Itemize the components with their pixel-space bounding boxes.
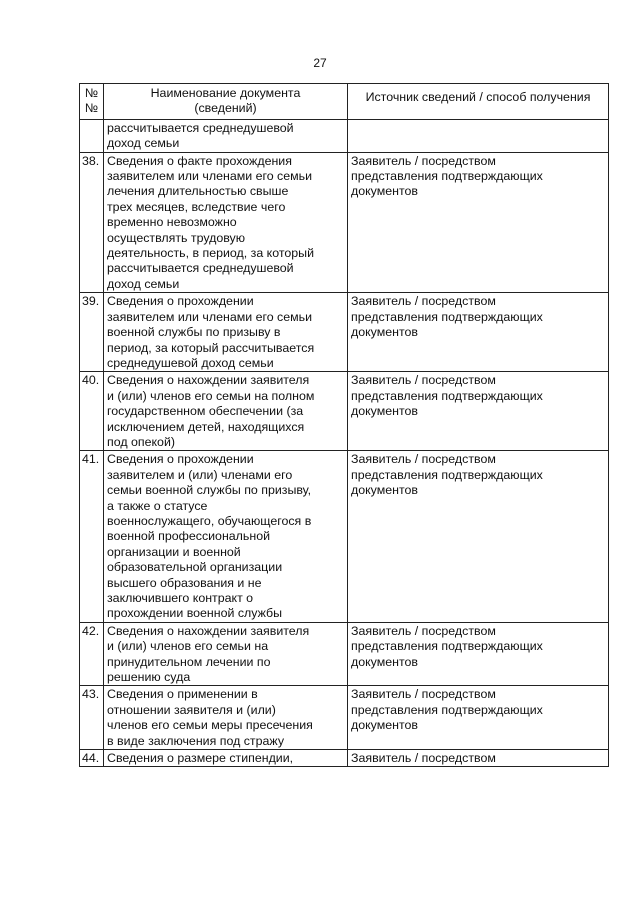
row-number: 40.: [80, 372, 104, 451]
documents-table: [79, 83, 609, 767]
row-document-name: Сведения о применении в отношении заявителя и (или) членов его семьи меры пресечения в виде заключения под стражу: [104, 686, 348, 750]
table-row: [80, 750, 609, 767]
row-source: Заявитель / посредством: [348, 750, 609, 767]
row-source: Заявитель / посредством представления подтверждающих документов: [348, 293, 609, 372]
row-document-name: Сведения о факте прохождения заявителем или членами его семьи лечения длительностью свыше трех месяцев, вследствие чего временно невозможно осуществлять трудовую деятельность, в период, за который рассчитывается среднедушевой доход семьи: [104, 152, 348, 293]
row-number: 39.: [80, 293, 104, 372]
row-document-name: Сведения о нахождении заявителя и (или) членов его семьи на полном государственном обеспечении (за исключением детей, находящихся под опекой): [104, 372, 348, 451]
row-source: Заявитель / посредством представления подтверждающих документов: [348, 152, 609, 293]
table-header-row: [80, 84, 609, 120]
table-row: [80, 686, 609, 750]
row-number: [80, 119, 104, 152]
row-document-name: Сведения о прохождении заявителем и (или) членами его семьи военной службы по призыву, а также о статусе военнослужащего, обучающегося в военной профессиональной организации и военной образовательной организации высшего образования и не заключившего контракт о прохождении военной службы: [104, 451, 348, 622]
row-number: 38.: [80, 152, 104, 293]
row-document-name: Сведения о размере стипендии,: [104, 750, 348, 767]
header-number: № №: [80, 84, 104, 120]
row-source: Заявитель / посредством представления подтверждающих документов: [348, 451, 609, 622]
row-number: 42.: [80, 622, 104, 686]
row-number: 41.: [80, 451, 104, 622]
table-row: [80, 293, 609, 372]
header-source: Источник сведений / способ получения: [348, 84, 609, 120]
row-number: 44.: [80, 750, 104, 767]
row-source: Заявитель / посредством представления подтверждающих документов: [348, 622, 609, 686]
page-number: 27: [313, 56, 327, 70]
row-source: Заявитель / посредством представления подтверждающих документов: [348, 372, 609, 451]
table-row: [80, 622, 609, 686]
table-row: [80, 152, 609, 293]
row-source: Заявитель / посредством представления подтверждающих документов: [348, 686, 609, 750]
table-row: [80, 119, 609, 152]
header-document-name: Наименование документа (сведений): [104, 84, 348, 120]
row-number: 43.: [80, 686, 104, 750]
table-row: [80, 372, 609, 451]
row-document-name: Сведения о нахождении заявителя и (или) членов его семьи на принудительном лечении по решению суда: [104, 622, 348, 686]
table-row: [80, 451, 609, 622]
row-document-name: рассчитывается среднедушевой доход семьи: [104, 119, 348, 152]
row-document-name: Сведения о прохождении заявителем или членами его семьи военной службы по призыву в период, за который рассчитывается среднедушевой доход семьи: [104, 293, 348, 372]
row-source: [348, 119, 609, 152]
